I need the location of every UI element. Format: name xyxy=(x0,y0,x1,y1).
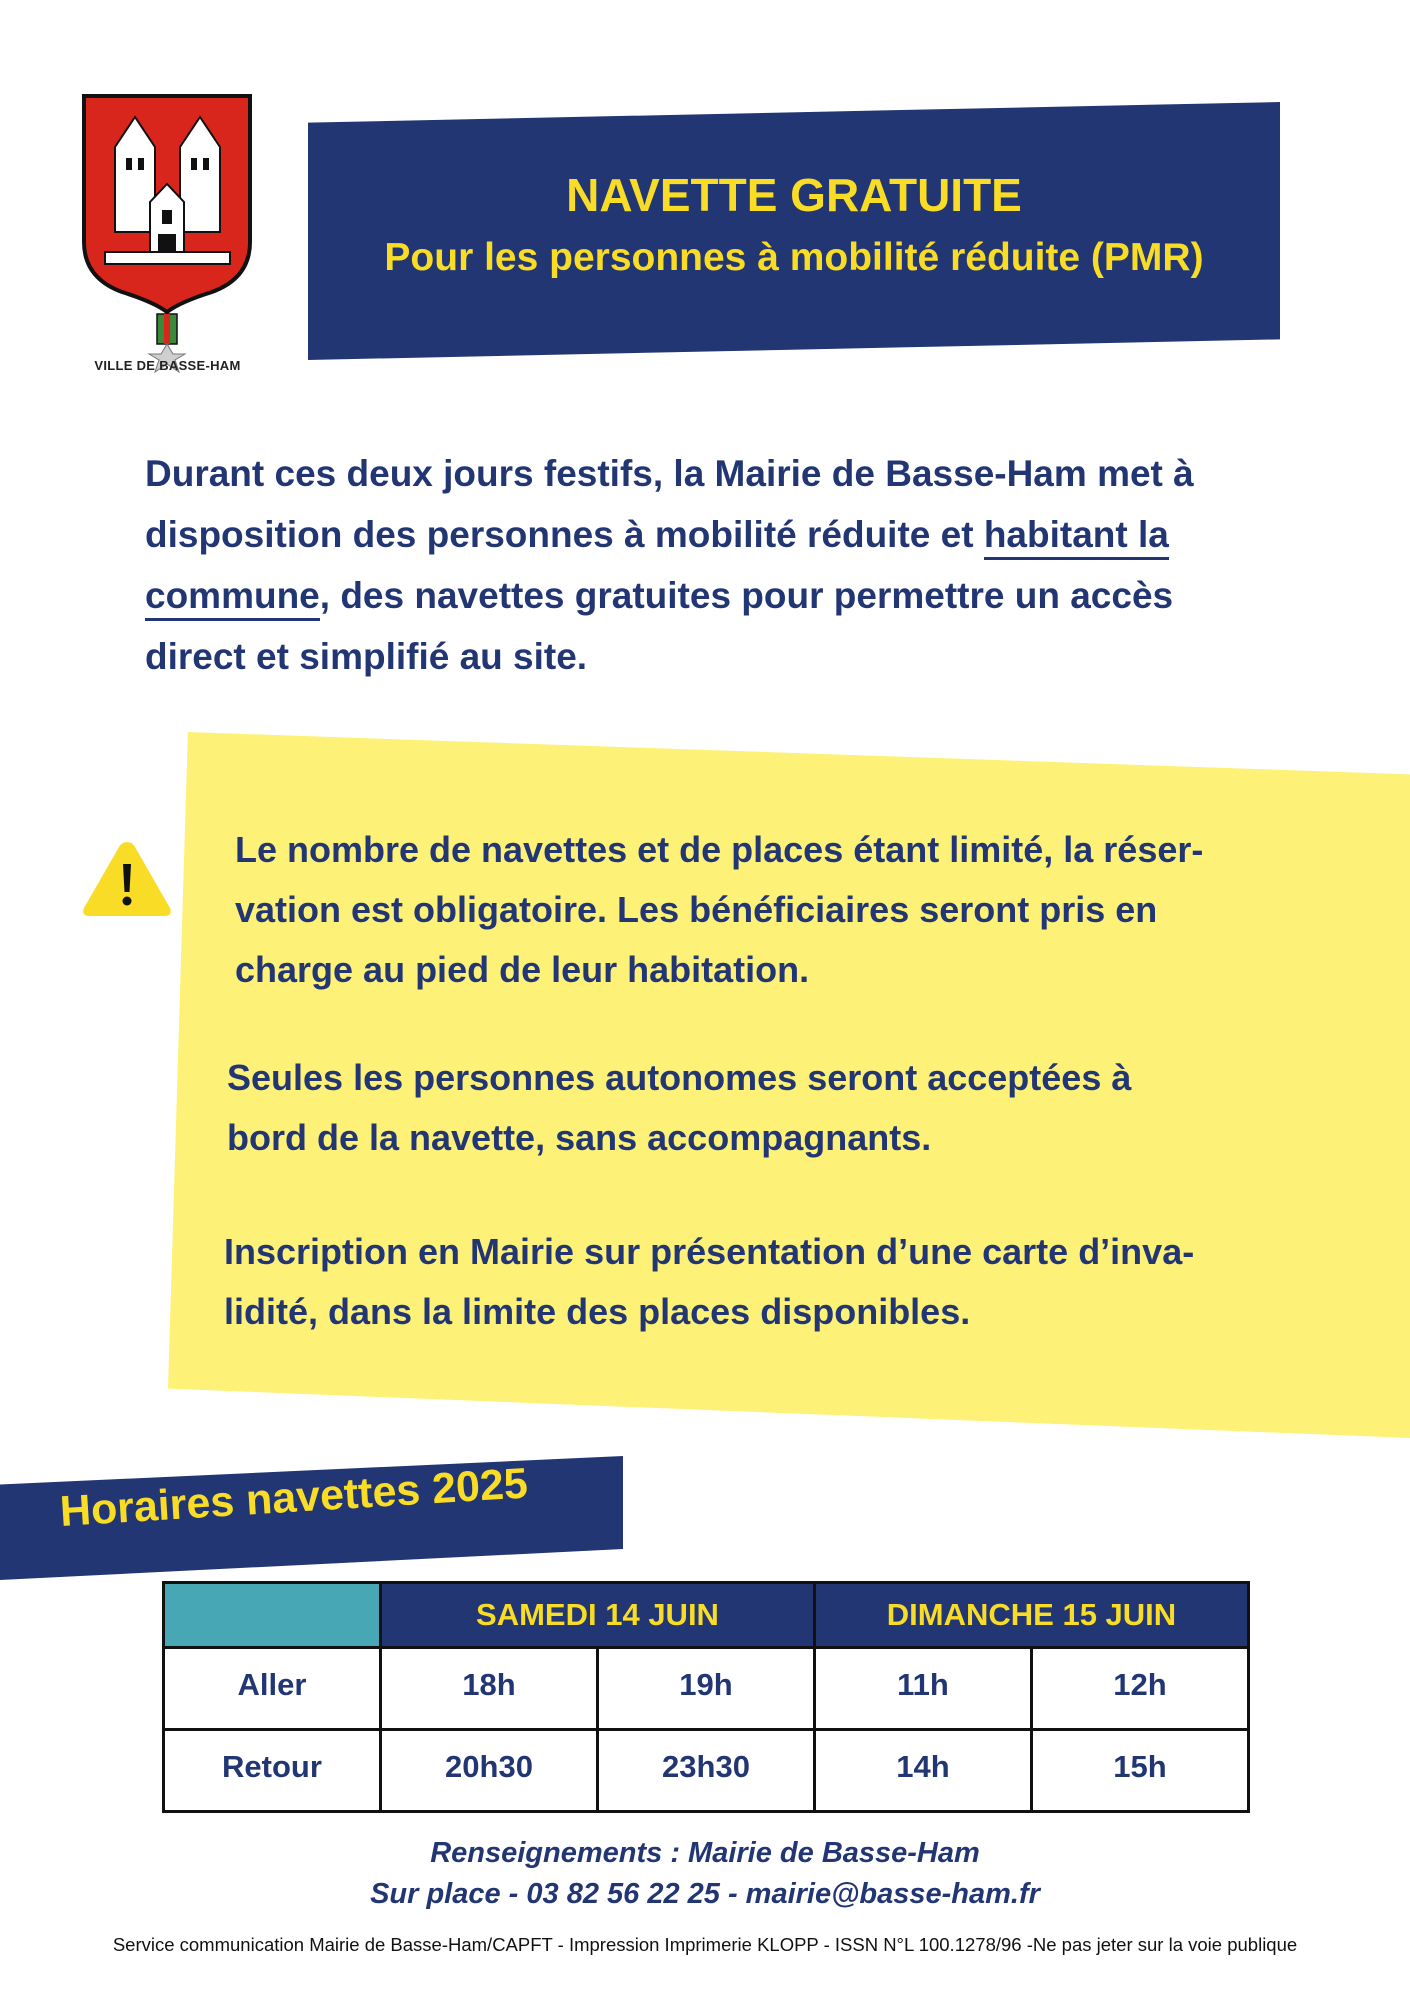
time-cell: 15h xyxy=(1032,1730,1249,1812)
intro-line-1: Durant ces deux jours festifs, la Mairie de Basse-Ham met à xyxy=(145,453,1194,494)
time-cell: 18h xyxy=(381,1648,598,1730)
intro-underlined-commune: commune xyxy=(145,575,320,621)
title-banner xyxy=(308,102,1280,360)
notice-line: Le nombre de navettes et de places étant limité, la réser- xyxy=(235,829,1204,870)
table-row xyxy=(164,1730,1249,1812)
time-cell: 12h xyxy=(1032,1648,1249,1730)
page-subtitle: Pour les personnes à mobilité réduite (PMR) xyxy=(384,236,1204,279)
intro-paragraph xyxy=(145,443,1310,687)
table-corner-cell xyxy=(164,1583,381,1648)
schedule-title: Horaires navettes 2025 xyxy=(58,1459,530,1536)
intro-underlined-habitant: habitant la xyxy=(984,514,1169,560)
time-cell: 19h xyxy=(598,1648,815,1730)
coat-of-arms-logo xyxy=(80,92,255,382)
time-cell: 14h xyxy=(815,1730,1032,1812)
row-label-aller: Aller xyxy=(164,1648,381,1730)
contact-info-details: Sur place - 03 82 56 22 25 - mairie@basse-ham.fr xyxy=(370,1878,1040,1910)
time-cell: 23h30 xyxy=(598,1730,815,1812)
schedule-table xyxy=(162,1581,1250,1813)
time-cell: 20h30 xyxy=(381,1730,598,1812)
notice-line: Inscription en Mairie sur présentation d’une carte d’inva- xyxy=(224,1231,1195,1272)
notice-reservation xyxy=(235,820,1203,1000)
notice-line: bord de la navette, sans accompagnants. xyxy=(227,1117,932,1158)
notice-line: charge au pied de leur habitation. xyxy=(235,949,810,990)
notice-autonomy xyxy=(227,1048,1131,1168)
warning-icon xyxy=(80,838,174,920)
contact-info-title: Renseignements : Mairie de Basse-Ham xyxy=(430,1837,980,1869)
intro-line-3b: , des navettes gratuites pour permettre un accès xyxy=(319,575,1174,616)
notice-line: lidité, dans la limite des places disponibles. xyxy=(224,1291,971,1332)
time-cell: 11h xyxy=(815,1648,1032,1730)
row-label-retour: Retour xyxy=(164,1730,381,1812)
logo-caption: VILLE DE BASSE-HAM xyxy=(94,358,241,373)
footer-credits: Service communication Mairie de Basse-Ham/CAPFT - Impression Imprimerie KLOPP - ISSN N°L 100.1278/96 -Ne pas jeter sur la voie publique xyxy=(112,1934,1298,1955)
notice-line: Seules les personnes autonomes seront acceptées à xyxy=(227,1057,1132,1098)
table-row xyxy=(164,1648,1249,1730)
notice-line: vation est obligatoire. Les bénéficiaires seront pris en xyxy=(235,889,1158,930)
intro-line-4: direct et simplifié au site. xyxy=(145,636,588,677)
page-title: NAVETTE GRATUITE xyxy=(566,169,1022,221)
day-header-saturday: SAMEDI 14 JUIN xyxy=(381,1583,815,1648)
notice-registration xyxy=(224,1222,1194,1342)
table-header-row xyxy=(164,1583,1249,1648)
intro-line-2a: disposition des personnes à mobilité réduite et xyxy=(145,514,984,555)
day-header-sunday: DIMANCHE 15 JUIN xyxy=(815,1583,1249,1648)
